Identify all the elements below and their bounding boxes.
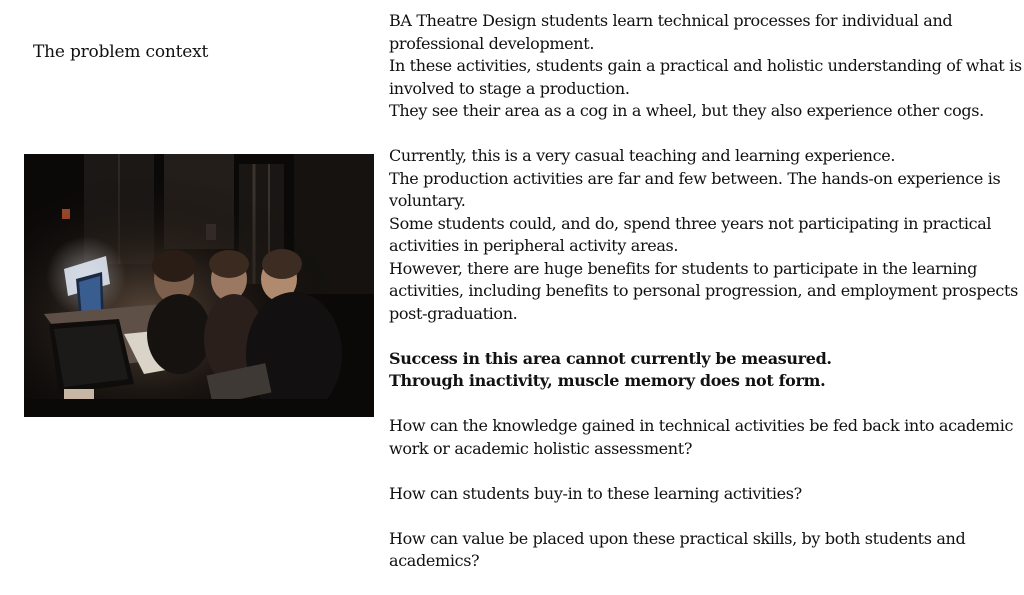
section-heading: The problem context bbox=[33, 42, 209, 62]
text-line: How can students buy-in to these learning activities? bbox=[389, 483, 802, 503]
students-at-lighting-desk-photo bbox=[24, 154, 374, 417]
paragraph-key-statement bbox=[389, 348, 1023, 393]
text-line: How can value be placed upon these practical skills, by both students and academics? bbox=[389, 528, 966, 570]
paragraph-question-3 bbox=[389, 528, 1023, 573]
text-line: How can the knowledge gained in technical activities be fed back into academic work or academic holistic assessment? bbox=[389, 416, 1014, 458]
text-line: Currently, this is a very casual teaching and learning experience. bbox=[389, 146, 896, 165]
paragraph-intro bbox=[389, 10, 1023, 123]
text-line: They see their area as a cog in a wheel, but they also experience other cogs. bbox=[389, 101, 984, 120]
paragraph-question-1 bbox=[389, 415, 1023, 460]
text-line: Success in this area cannot currently be measured. bbox=[389, 348, 832, 368]
paragraph-question-2 bbox=[389, 483, 1023, 506]
text-line: Some students could, and do, spend three years not participating in practical activities in peripheral activity areas. bbox=[389, 213, 992, 255]
text-line: In these activities, students gain a practical and holistic understanding of what is involved to stage a production. bbox=[389, 56, 1022, 98]
paragraph-current-state bbox=[389, 145, 1023, 325]
text-line: Through inactivity, muscle memory does not form. bbox=[389, 371, 826, 390]
text-line: BA Theatre Design students learn technical processes for individual and professional development. bbox=[389, 11, 953, 53]
body-text bbox=[389, 10, 1023, 595]
text-line: However, there are huge benefits for students to participate in the learning activities, including benefits to personal progression, and employment prospects post-graduation. bbox=[389, 258, 1018, 323]
photo-icon bbox=[24, 154, 374, 417]
text-line: The production activities are far and few between. The hands-on experience is voluntary. bbox=[389, 168, 1001, 210]
